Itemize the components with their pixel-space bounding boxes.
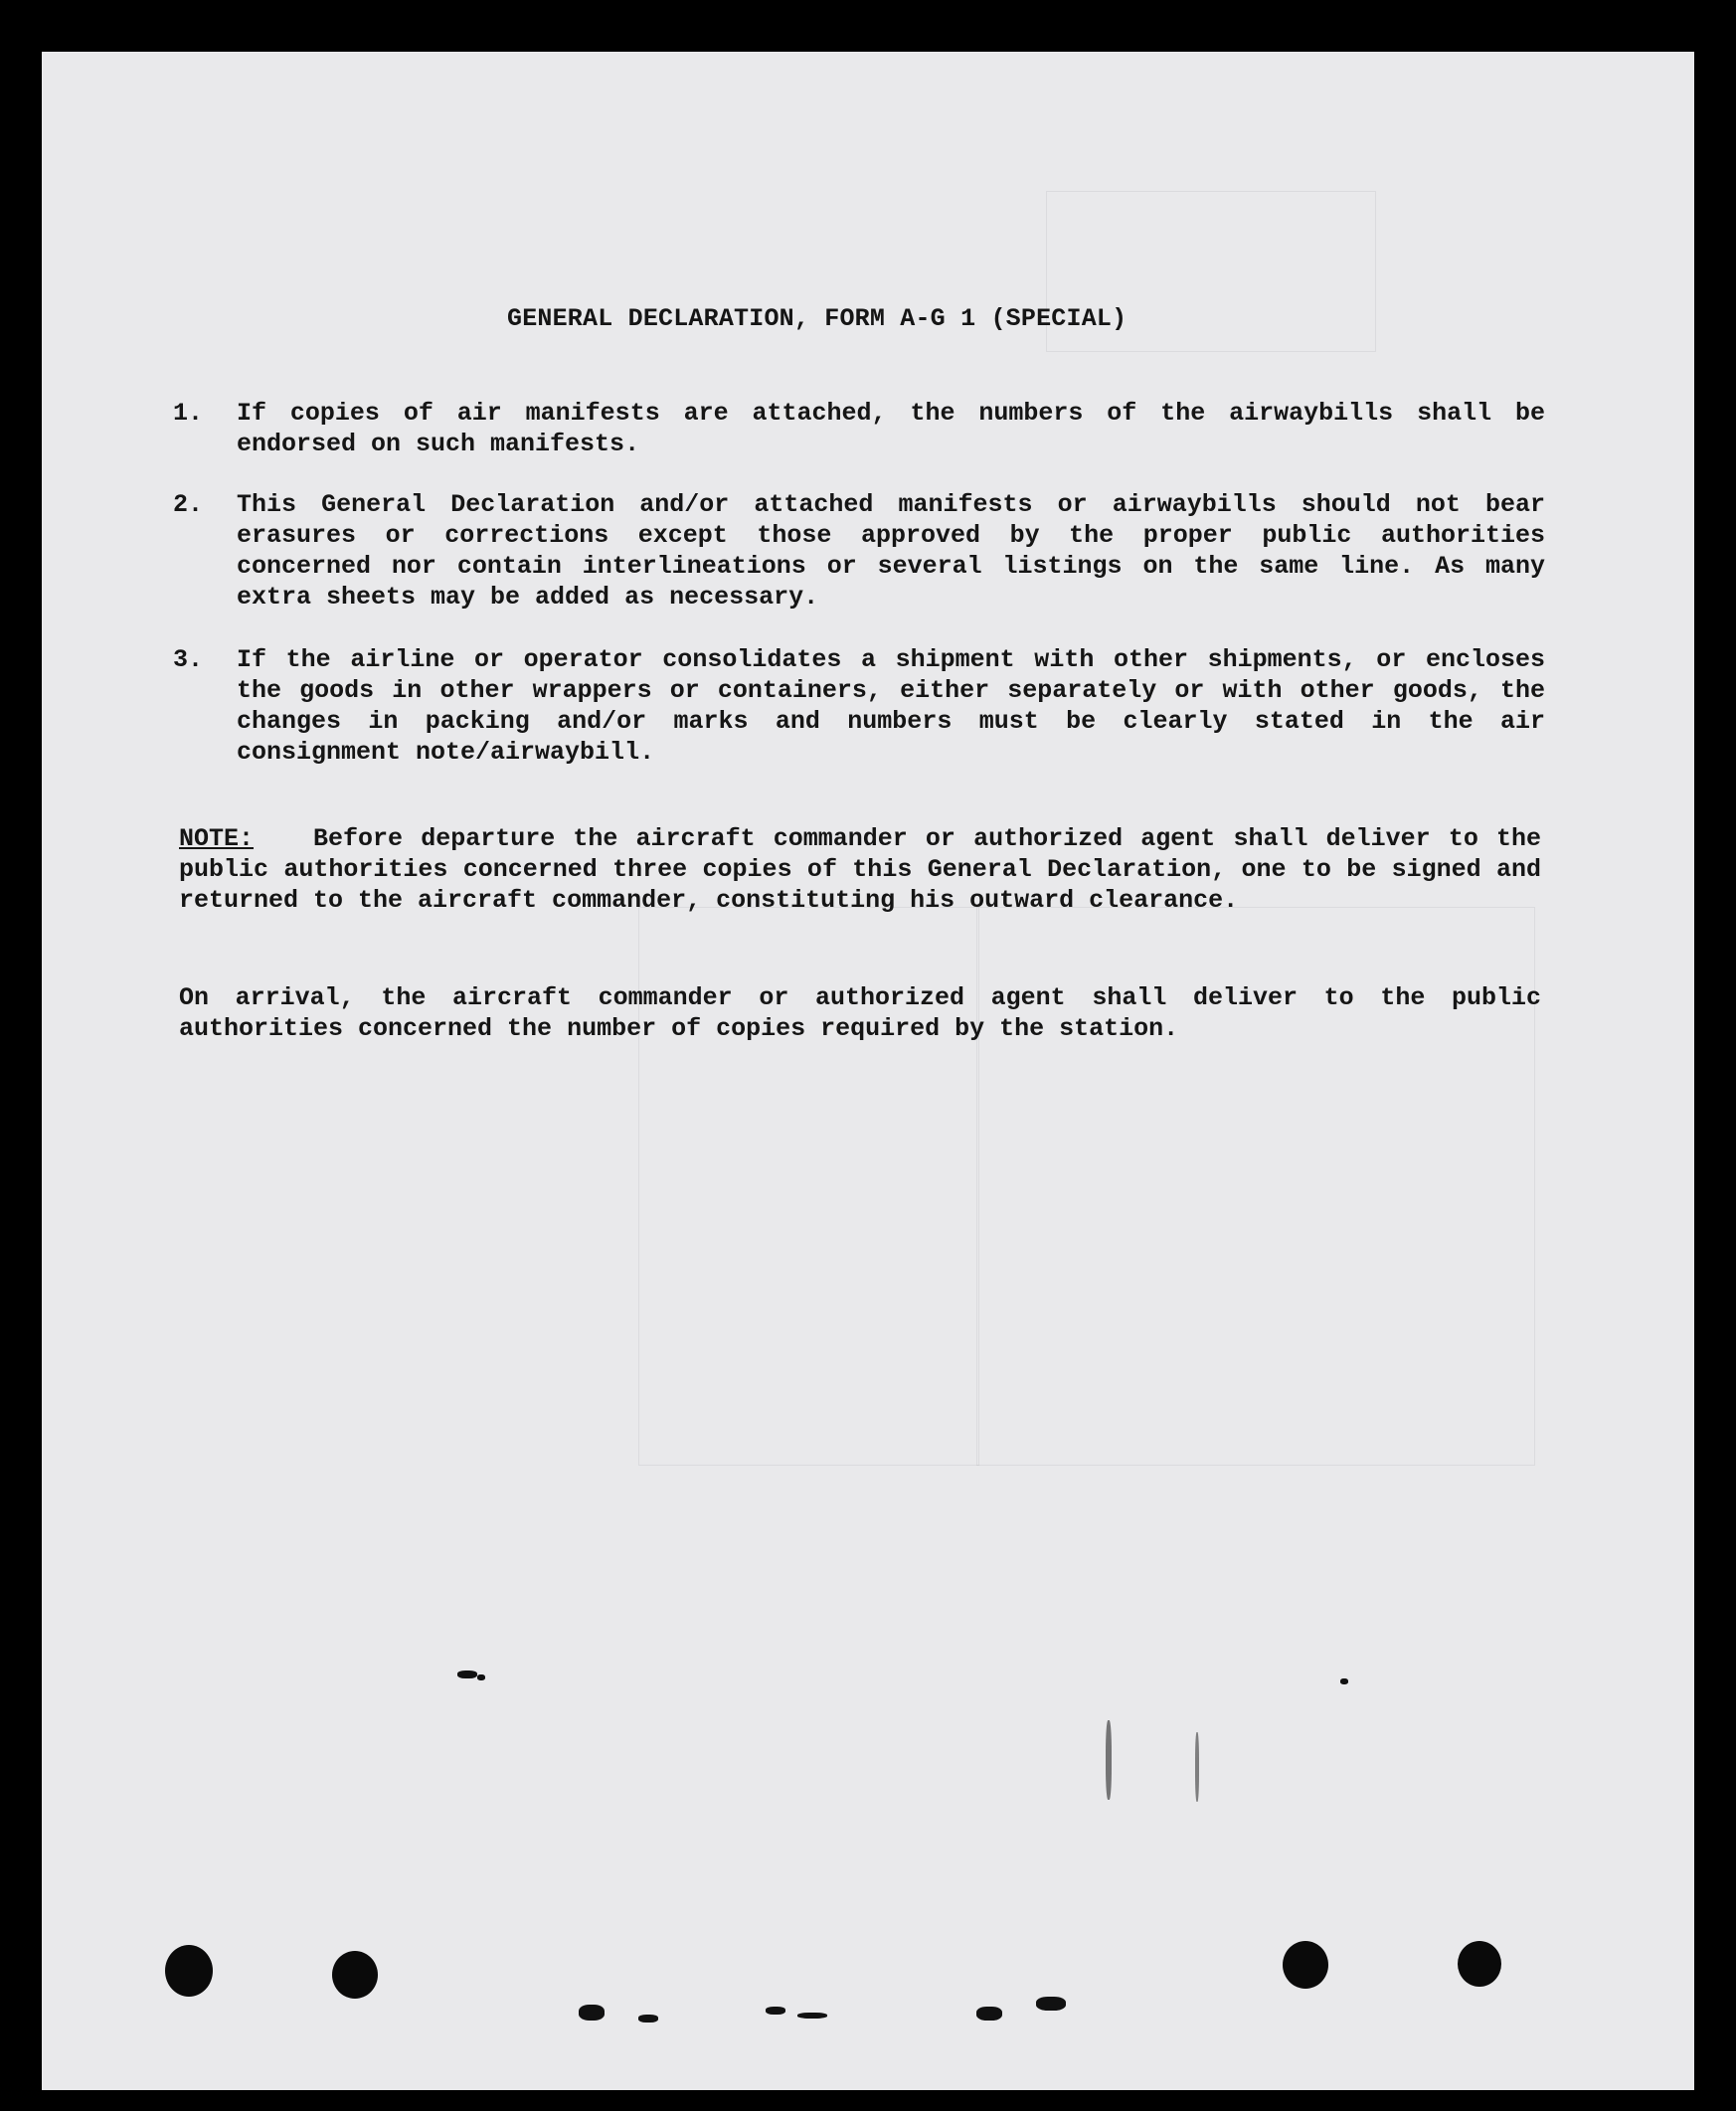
ink-speck: [638, 2015, 658, 2023]
item-number: 3.: [173, 645, 204, 674]
item-number: 2.: [173, 490, 204, 519]
punch-hole: [165, 1945, 213, 1997]
list-item: [173, 489, 1545, 613]
page-title: GENERAL DECLARATION, FORM A-G 1 (SPECIAL): [507, 304, 1128, 333]
note-label: NOTE:: [179, 824, 255, 853]
ink-speck: [976, 2007, 1002, 2021]
note-paragraph: [179, 823, 1541, 916]
note-text: Before departure the aircraft commander or authorized agent shall deliver to the public authorities concerned three copies of this General Declaration, one to be signed and returned to the aircraft commander, constituting his outward clearance.: [179, 824, 1541, 915]
list-item: [173, 398, 1545, 459]
punch-hole: [332, 1951, 378, 1999]
document-page: [42, 52, 1694, 2090]
punch-hole: [1458, 1941, 1501, 1987]
ink-speck: [1036, 1997, 1066, 2011]
ink-speck: [1106, 1720, 1112, 1800]
item-text: If copies of air manifests are attached, the numbers of the airwaybills shall be endorsed on such manifests.: [237, 399, 1545, 458]
punch-hole: [1283, 1941, 1328, 1989]
ink-speck: [797, 2013, 827, 2019]
item-number: 1.: [173, 399, 204, 428]
ink-speck: [1195, 1732, 1199, 1802]
list-item: [173, 644, 1545, 768]
ink-speck: [1340, 1678, 1348, 1684]
ink-speck: [579, 2005, 605, 2021]
ink-speck: [766, 2007, 785, 2015]
item-text: If the airline or operator consolidates a shipment with other shipments, or encloses the goods in other wrappers or containers, either separately or with other goods, the changes in packing and/or marks and numbers must be clearly stated in the air consignment note/airwaybill.: [237, 645, 1545, 767]
arrival-paragraph: On arrival, the aircraft commander or authorized agent shall deliver to the public authorities concerned the number of copies required by the station.: [179, 983, 1541, 1043]
item-text: This General Declaration and/or attached manifests or airwaybills should not bear erasures or corrections except those approved by the proper public authorities concerned nor contain interlineations or several listings on the same line. As many extra sheets may be added as necessary.: [237, 490, 1545, 612]
ink-speck: [477, 1674, 485, 1680]
ink-speck: [457, 1671, 477, 1678]
